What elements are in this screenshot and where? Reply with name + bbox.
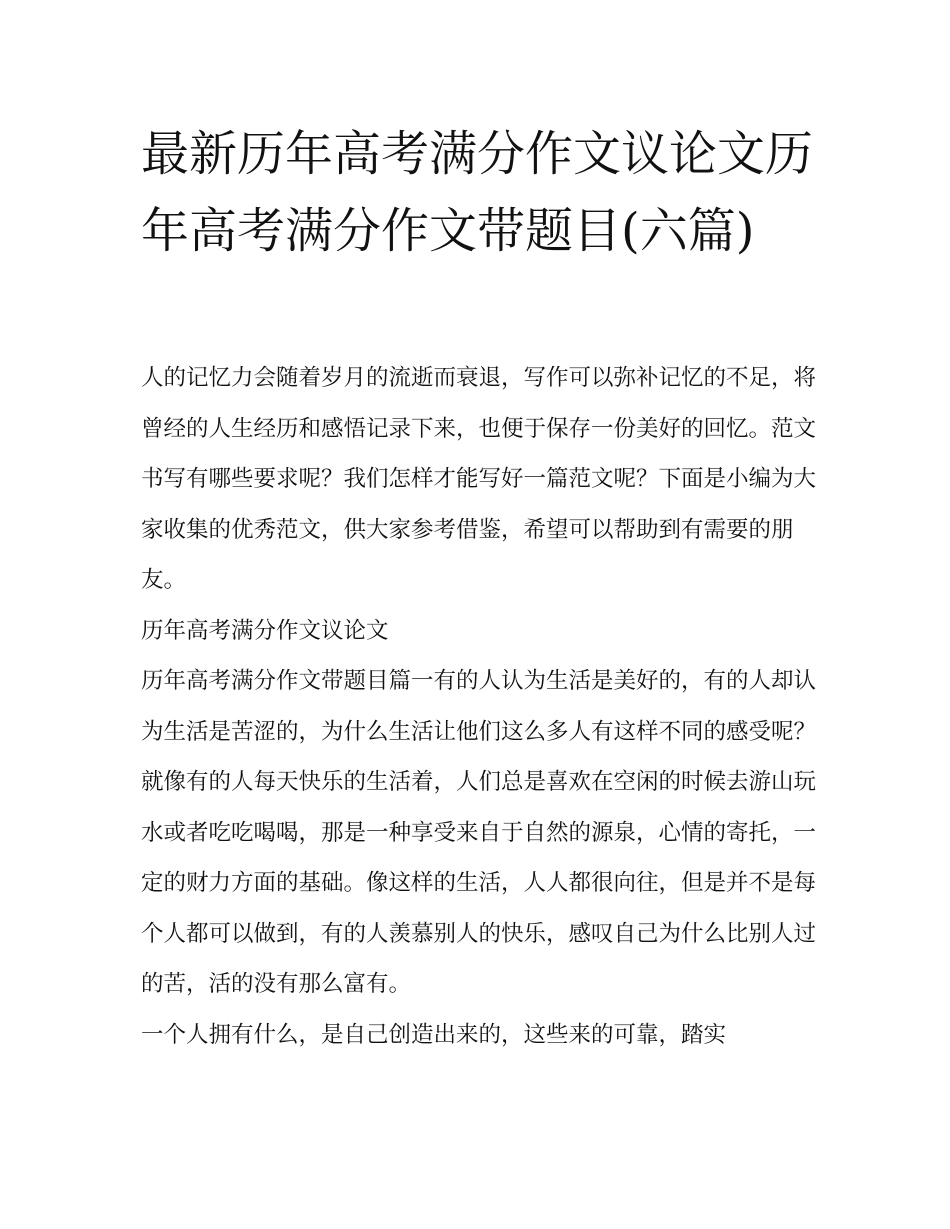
document-body — [141, 353, 821, 1060]
essay-paragraph-2: 一个人拥有什么，是自己创造出来的，这些来的可靠，踏实 — [141, 1021, 727, 1048]
section-heading: 历年高考满分作文议论文 — [141, 617, 389, 644]
document-title: 最新历年高考满分作文议论文历年高考满分作文带题目(六篇) — [141, 126, 814, 259]
essay-paragraph-1: 历年高考满分作文带题目篇一有的人认为生活是美好的，有的人却认为生活是苦涩的，为什么生活让他们这么多人有这样不同的感受呢？就像有的人每天快乐的生活着，人们总是喜欢在空闲的时候去游山玩水或者吃吃喝喝，那是一种享受来自于自然的源泉，心情的寄托，一定的财力方面的基础。像这样的生活，人人都很向往，但是并不是每个人都可以做到，有的人羡慕别人的快乐，感叹自己为什么比别人过的苦，活的没有那么富有。 — [141, 668, 817, 997]
intro-paragraph: 人的记忆力会随着岁月的流逝而衰退，写作可以弥补记忆的不足，将曾经的人生经历和感悟记录下来，也便于保存一份美好的回忆。范文书写有哪些要求呢？我们怎样才能写好一篇范文呢？下面是小编为大家收集的优秀范文，供大家参考借鉴，希望可以帮助到有需要的朋友。 — [141, 365, 817, 593]
